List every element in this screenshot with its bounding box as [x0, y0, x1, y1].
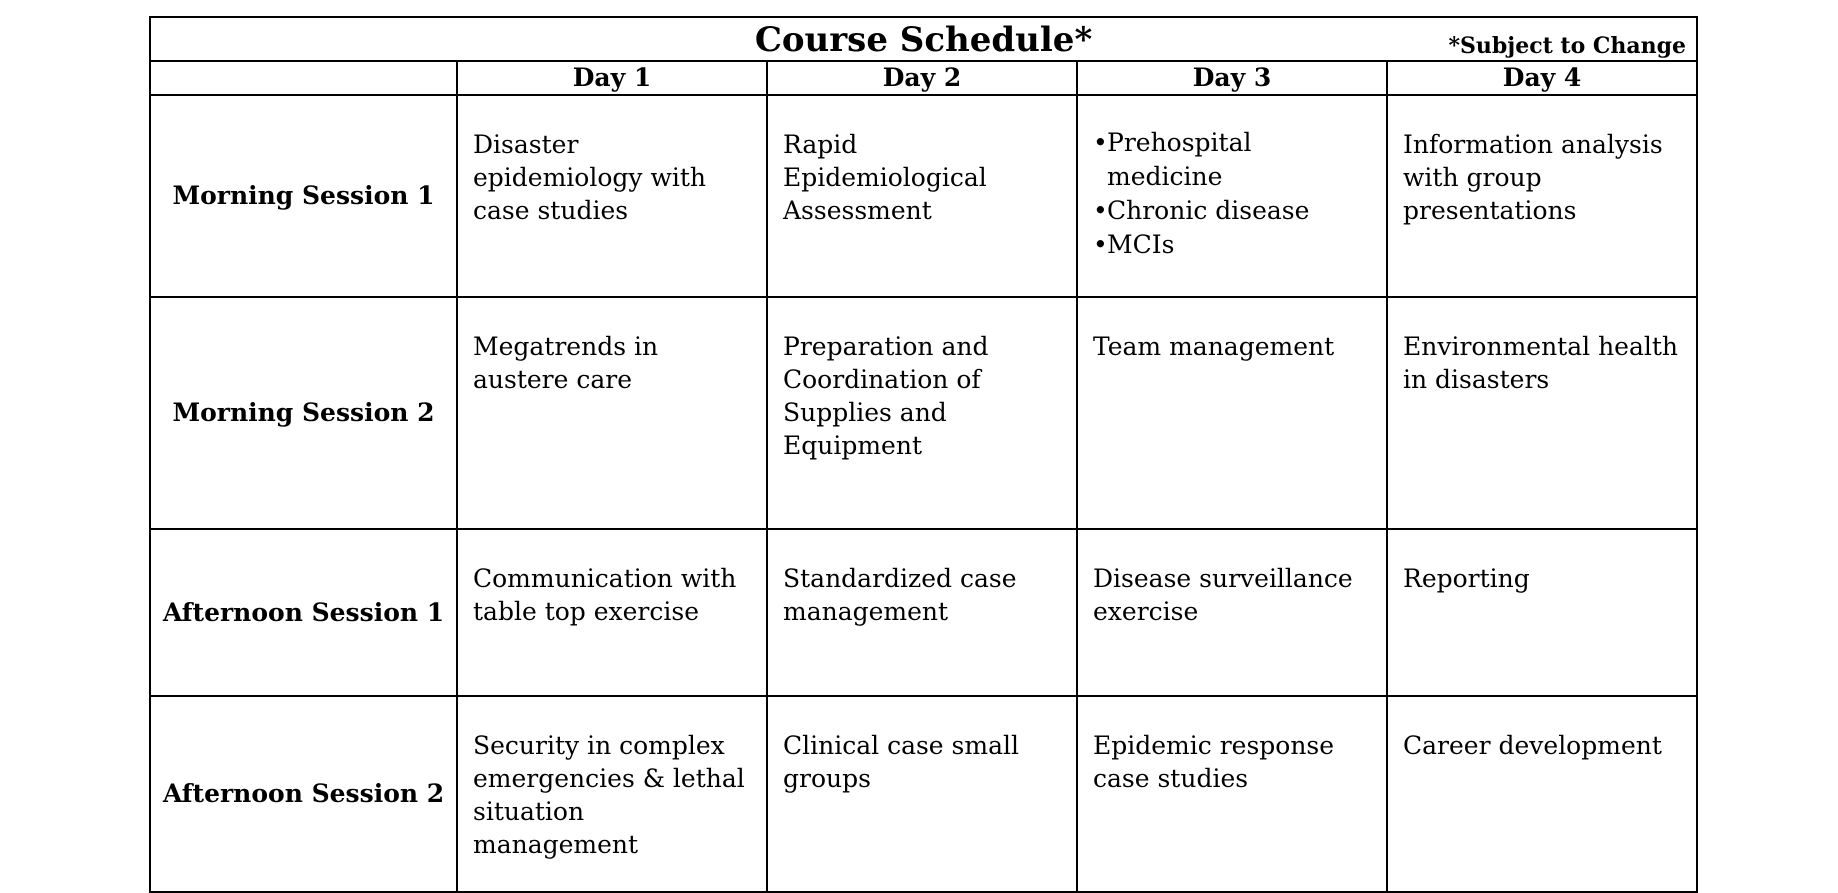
- schedule-cell: Megatrends in austere care: [457, 297, 767, 529]
- table-row: [150, 297, 1697, 529]
- session-label-afternoon-2: Afternoon Session 2: [150, 696, 457, 892]
- schedule-cell: Environmental health in disasters: [1387, 297, 1697, 529]
- table-row: [150, 696, 1697, 892]
- corner-cell: [150, 61, 457, 95]
- schedule-cell: Information analysis with group presentations: [1387, 95, 1697, 297]
- page-title: Course Schedule*: [754, 20, 1093, 60]
- title-cell: [150, 17, 1697, 61]
- table-row: [150, 529, 1697, 696]
- subject-to-change-note: *Subject to Change: [1448, 33, 1687, 59]
- day-header-1: Day 1: [457, 61, 767, 95]
- session-label-afternoon-1: Afternoon Session 1: [150, 529, 457, 696]
- session-label-morning-2: Morning Session 2: [150, 297, 457, 529]
- day-header-3: Day 3: [1077, 61, 1387, 95]
- schedule-cell: Clinical case small groups: [767, 696, 1077, 892]
- schedule-cell-bullets: [1077, 95, 1387, 297]
- schedule-cell: Preparation and Coordination of Supplies and Equipment: [767, 297, 1077, 529]
- session-label-morning-1: Morning Session 1: [150, 95, 457, 297]
- table-row: [150, 95, 1697, 297]
- course-schedule-table: [149, 16, 1698, 893]
- schedule-cell: Reporting: [1387, 529, 1697, 696]
- list-item: • Prehospital medicine: [1093, 126, 1372, 194]
- list-item: • MCIs: [1093, 228, 1372, 262]
- schedule-cell: Standardized case management: [767, 529, 1077, 696]
- schedule-cell: Team management: [1077, 297, 1387, 529]
- schedule-cell: Career development: [1387, 696, 1697, 892]
- schedule-cell: Security in complex emergencies & lethal situation management: [457, 696, 767, 892]
- title-row: [150, 17, 1697, 61]
- day-header-4: Day 4: [1387, 61, 1697, 95]
- schedule-cell: Disease surveillance exercise: [1077, 529, 1387, 696]
- list-item: • Chronic disease: [1093, 194, 1372, 228]
- schedule-cell: Communication with table top exercise: [457, 529, 767, 696]
- bullet-list: [1093, 126, 1372, 262]
- day-header-row: [150, 61, 1697, 95]
- day-header-2: Day 2: [767, 61, 1077, 95]
- schedule-cell: Rapid Epidemiological Assessment: [767, 95, 1077, 297]
- schedule-cell: Disaster epidemiology with case studies: [457, 95, 767, 297]
- schedule-cell: Epidemic response case studies: [1077, 696, 1387, 892]
